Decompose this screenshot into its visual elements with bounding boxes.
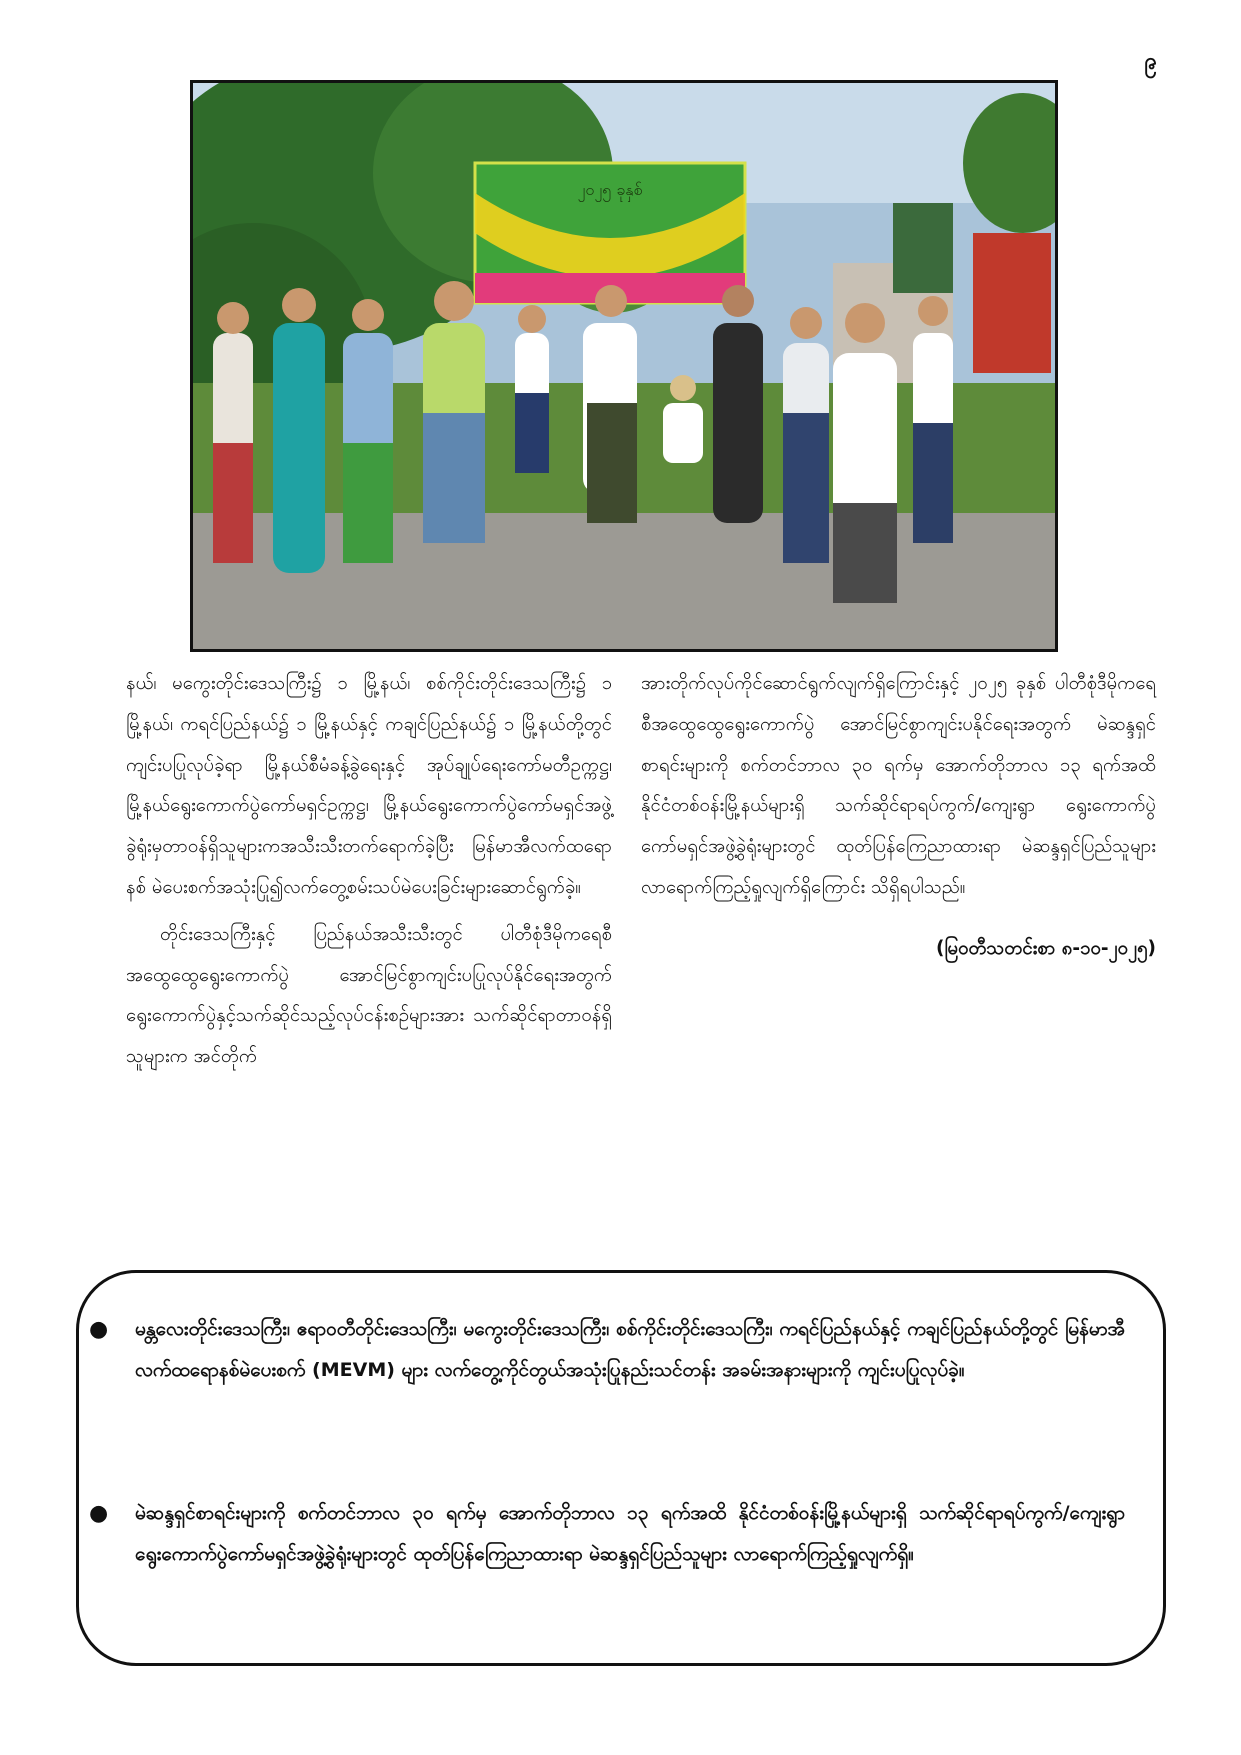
left-paragraph-2: တိုင်းဒေသကြီးနှင့် ပြည်နယ်အသီးသီးတွင် ပါတီစုံဒီမိုကရေစီအထွေထွေရွေးကောက်ပွဲ အောင်မြင်စွာကျင်းပပြုလုပ်နိုင်ရေးအတွက် ရွေးကောက်ပွဲနှင့်သက်ဆိုင်သည့်လုပ်ငန်းစဉ်များအား သက်ဆိုင်ရာတာဝန်ရှိသူများက အင်တိုက် [126, 923, 612, 1068]
event-photo [190, 80, 1058, 652]
page-number: ၉ [1144, 49, 1157, 74]
photo-illustration [193, 83, 1055, 649]
summary-box [76, 1270, 1166, 1666]
banner-year: ၂၀၂၅ ခုနှစ် [577, 180, 643, 199]
right-column [641, 664, 1156, 970]
left-column [126, 664, 612, 1078]
summary-bullet-1 [89, 1309, 1125, 1391]
bullet-icon: ● [89, 1501, 109, 1526]
left-paragraph-1: နယ်၊ မကွေးတိုင်းဒေသကြီး၌ ၁ မြို့နယ်၊ စစ်ကိုင်းတိုင်းဒေသကြီး၌ ၁ မြို့နယ်၊ ကရင်ပြည်နယ်၌ ၁ မြို့နယ်နှင့် ကချင်ပြည်နယ်၌ ၁ မြို့နယ်တို့တွင် ကျင်းပပြုလုပ်ခဲ့ရာ မြို့နယ်စီမံခန့်ခွဲရေးနှင့် အုပ်ချုပ်ရေးကော်မတီဥက္ကဋ္ဌ၊ မြို့နယ်ရွေးကောက်ပွဲကော်မရှင်ဥက္ကဋ္ဌ၊ မြို့နယ်ရွေးကောက်ပွဲကော်မရှင်အဖွဲ့ခွဲရုံးမှတာဝန်ရှိသူများကအသီးသီးတက်ရောက်ခဲ့ပြီး မြန်မာအီလက်ထရောနစ် မဲပေးစက်အသုံးပြု၍လက်တွေ့စမ်းသပ်မဲပေးခြင်းများဆောင်ရွက်ခဲ့။ [126, 673, 612, 898]
summary-bullet-1-text: မန္တလေးတိုင်းဒေသကြီး၊ ဧရာဝတီတိုင်းဒေသကြီး၊ မကွေးတိုင်းဒေသကြီး၊ စစ်ကိုင်းတိုင်းဒေသကြီး၊ ကရင်ပြည်နယ်နှင့် ကချင်ပြည်နယ်တို့တွင် မြန်မာအီလက်ထရောနစ်မဲပေးစက် (MEVM) များ လက်တွေ့ကိုင်တွယ်အသုံးပြုနည်းသင်တန်း အခမ်းအနားများကို ကျင်းပပြုလုပ်ခဲ့။ [135, 1318, 1125, 1381]
bullet-icon: ● [89, 1317, 109, 1342]
summary-bullet-2 [89, 1493, 1125, 1575]
summary-bullet-2-text: မဲဆန္ဒရှင်စာရင်းများကို စက်တင်ဘာလ ၃၀ ရက်မှ အောက်တိုဘာလ ၁၃ ရက်အထိ နိုင်ငံတစ်ဝန်းမြို့နယ်များရှိ သက်ဆိုင်ရာရပ်ကွက်/ကျေးရွာ ရွေးကောက်ပွဲကော်မရှင်အဖွဲ့ခွဲရုံးများတွင် ထုတ်ပြန်ကြေညာထားရာ မဲဆန္ဒရှင်ပြည်သူများ လာရောက်ကြည့်ရှုလျက်ရှိ။ [135, 1502, 1125, 1565]
news-source: (မြဝတီသတင်းစာ ၈-၁၀-၂၀၂၅) [935, 937, 1156, 959]
right-paragraph-1: အားတိုက်လုပ်ကိုင်ဆောင်ရွက်လျက်ရှိကြောင်းနှင့် ၂၀၂၅ ခုနှစ် ပါတီစုံဒီမိုကရေစီအထွေထွေရွေးကောက်ပွဲ အောင်မြင်စွာကျင်းပနိုင်ရေးအတွက် မဲဆန္ဒရှင်စာရင်းများကို စက်တင်ဘာလ ၃၀ ရက်မှ အောက်တိုဘာလ ၁၃ ရက်အထိ နိုင်ငံတစ်ဝန်းမြို့နယ်များရှိ သက်ဆိုင်ရာရပ်ကွက်/ကျေးရွာ ရွေးကောက်ပွဲကော်မရှင်အဖွဲ့ခွဲရုံးများတွင် ထုတ်ပြန်ကြေညာထားရာ မဲဆန္ဒရှင်ပြည်သူများ လာရောက်ကြည့်ရှုလျက်ရှိကြောင်း သိရှိရပါသည်။ [641, 673, 1156, 898]
